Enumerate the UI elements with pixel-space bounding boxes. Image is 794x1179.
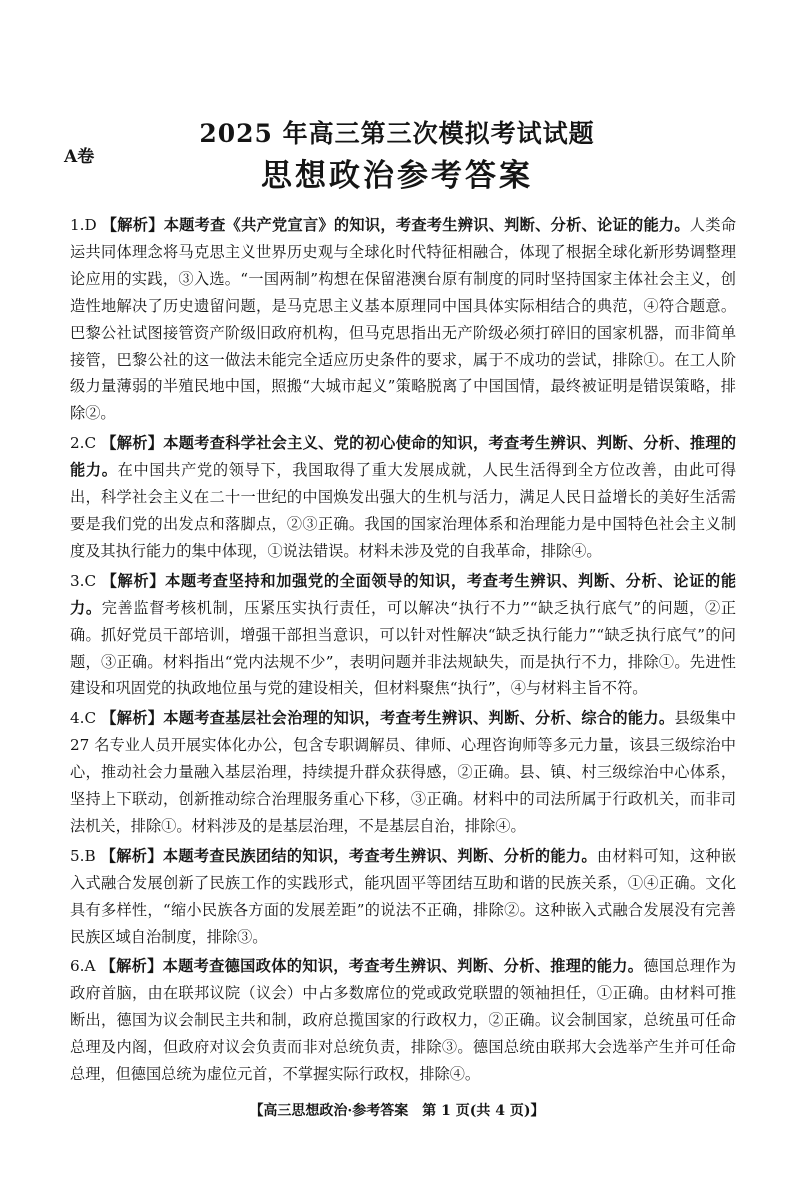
analysis-body: 由材料可知，这种嵌入式融合发展创新了民族工作的实践形式，能巩固平等团结互助和谐的民族关系，①④正确。文化具有多样性，“缩小民族各方面的发展差距”的说法不正确，排除②。这种嵌入式融合发展没有完善民族区域自治制度，排除③。: [70, 846, 737, 946]
question-number: 3.C: [70, 571, 97, 590]
volume-label: A卷: [64, 147, 95, 167]
analysis-tag: 【解析】: [100, 957, 163, 976]
analysis-body: 在中国共产党的领导下，我国取得了重大发展成就，人民生活得到全方位改善，由此可得出，科学社会主义在二十一世纪的中国焕发出强大的生机与活力，满足人民日益增长的美好生活需要是我们党的出发点和落脚点，②③正确。我国的国家治理体系和治理能力是中国特色社会主义制度及其执行能力的集中体现，①说法错误。材料未涉及党的自我革命，排除④。: [70, 461, 737, 560]
question-number: 4.C: [70, 709, 97, 728]
analysis-tag: 【解析】: [101, 709, 164, 728]
answer-item: [70, 212, 736, 427]
analysis-body: 完善监督考核机制，压紧压实执行责任，可以解决“执行不力”“缺乏执行底气”的问题，②正确。抓好党员干部培训，增强干部担当意识，可以针对性解决“缺乏执行能力”“缺乏执行底气”的问题，③正确。材料指出“党内法规不少”，表明问题并非法规缺失，而是执行不力，排除①。先进性建设和巩固党的执政地位虽与党的建设相关，但材料聚焦“执行”，④与材料主旨不符。: [70, 598, 737, 698]
analysis-stem: 本题考查民族团结的知识，考查考生辨识、判断、分析的能力。: [162, 846, 597, 865]
analysis-stem: 本题考查坚持和加强党的全面领导的知识，考查考生辨识、判断、分析、论证的能力。: [70, 571, 737, 617]
answer-item: [70, 568, 736, 703]
analysis-tag: 【解析】: [101, 571, 166, 590]
page-footer: 【高三思想政治·参考答案 第 1 页(共 4 页)】: [249, 1103, 545, 1119]
analysis-stem: 本题考查科学社会主义、党的初心使命的知识，考查考生辨识、判断、分析、推理的能力。: [70, 434, 737, 480]
answer-item: [70, 953, 736, 1088]
question-number: 6.A: [70, 957, 96, 976]
analysis-body: 人类命运共同体理念将马克思主义世界历史观与全球化时代特征相融合，体现了根据全球化新形势调整理论应用的实践，③入选。“一国两制”构想在保留港澳台原有制度的同时坚持国家主体社会主义，创造性地解决了历史遗留问题，是马克思主义基本原理同中国具体实际相结合的典范，④符合题意。巴黎公社试图接管资产阶级旧政府机构，但马克思指出无产阶级必须打碎旧的国家机器，而非简单接管，巴黎公社的这一做法未能完全适应历史条件的要求，属于不成功的尝试，排除①。在工人阶级力量薄弱的半殖民地中国，照搬“大城市起义”策略脱离了中国国情，最终被证明是错误策略，排除②。: [70, 216, 737, 423]
analysis-stem: 本题考查《共产党宣言》的知识，考查考生辨识、判断、分析、论证的能力。: [163, 216, 690, 234]
analysis-body: 德国总理作为政府首脑，由在联邦议院（议会）中占多数席位的党或政党联盟的领袖担任，①正确。由材料可推断出，德国为议会制民主共和制，政府总揽国家的行政权力，②正确。议会制国家，总统虽可任命总理及内阁，但政府对议会负责而非对总统负责，排除③。德国总统由联邦大会选举产生并可任命总理，但德国总统为虚位元首，不掌握实际行政权，排除④。: [70, 957, 737, 1084]
exam-title: 2025 年高三第三次模拟考试试题: [199, 119, 595, 148]
answer-item: [70, 843, 736, 951]
question-number: 1.D: [70, 216, 97, 234]
analysis-tag: 【解析】: [101, 216, 164, 234]
analysis-tag: 【解析】: [101, 434, 164, 453]
answer-title: 思想政治参考答案: [261, 158, 533, 194]
question-number: 5.B: [70, 846, 96, 865]
answer-item: [70, 430, 736, 565]
answer-list: [70, 212, 736, 1091]
answer-item: [70, 705, 736, 840]
analysis-stem: 本题考查基层社会治理的知识，考查考生辨识、判断、分析、综合的能力。: [163, 709, 675, 728]
question-number: 2.C: [70, 434, 97, 453]
analysis-body: 县级集中 27 名专业人员开展实体化办公，包含专职调解员、律师、心理咨询师等多元力量，该县三级综治中心，推动社会力量融入基层治理，持续提升群众获得感，②正确。县、镇、村三级综治中心体系，坚持上下联动，创新推动综合治理服务重心下移，③正确。材料中的司法所属于行政机关，而非司法机关，排除①。材料涉及的是基层治理，不是基层自治，排除④。: [70, 709, 737, 835]
analysis-tag: 【解析】: [100, 846, 163, 865]
analysis-stem: 本题考查德国政体的知识，考查考生辨识、判断、分析、推理的能力。: [162, 957, 644, 976]
